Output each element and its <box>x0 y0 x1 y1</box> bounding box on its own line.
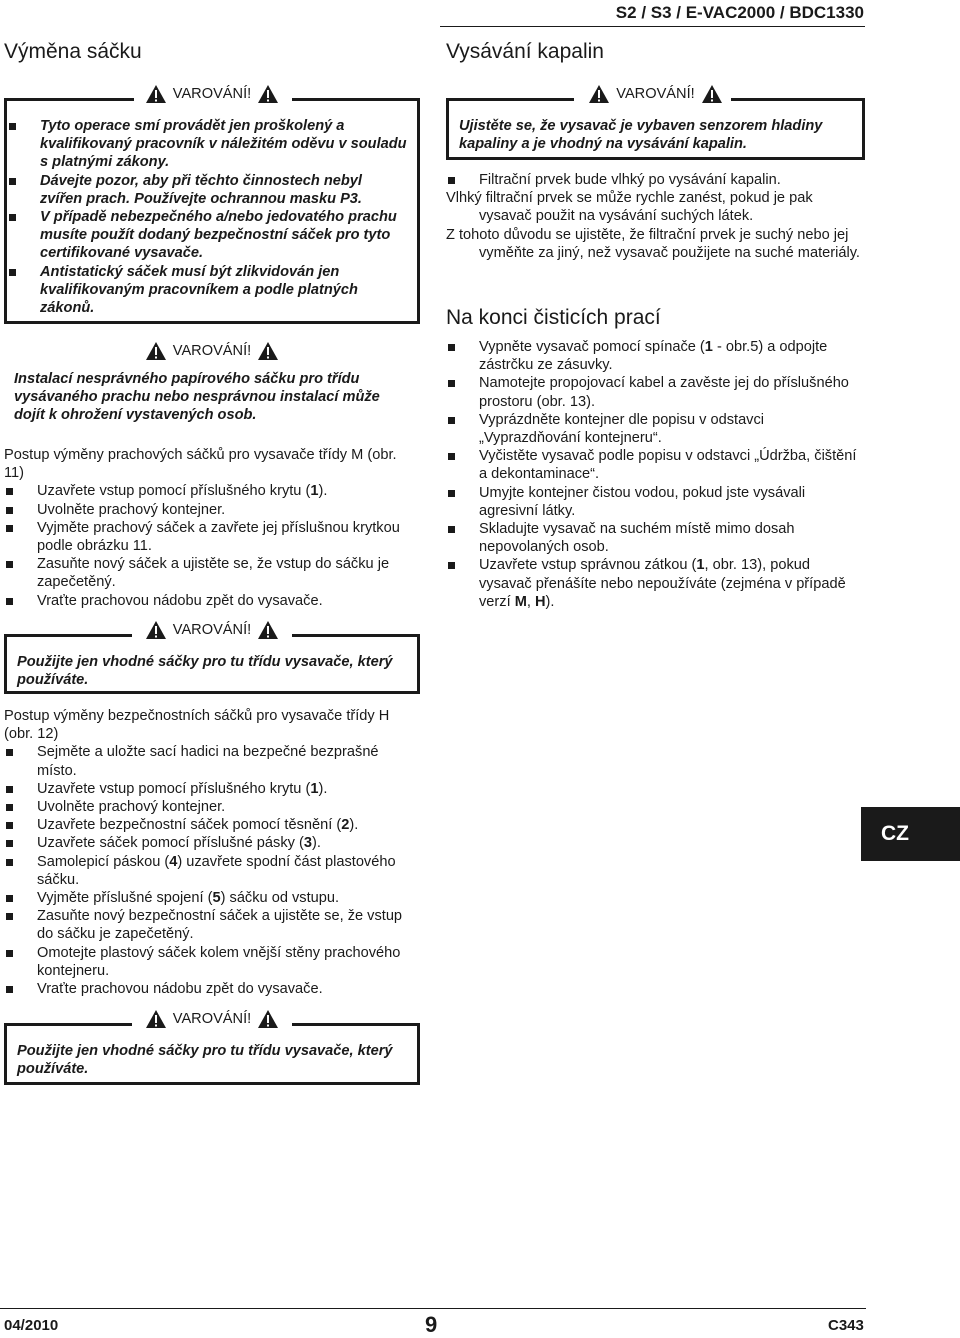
list-item: Vyčistěte vysavač podle popisu v odstavci „Údržba, čištění a dekontaminace“. <box>446 447 866 483</box>
paragraph: Z tohoto důvodu se ujistěte, že filtrační prvek je suchý nebo jej vyměňte za jiný, než vysavač použijete na suché materiály. <box>446 226 860 261</box>
list-item: Sejměte a uložte sací hadici na bezpečné bezprašné místo. <box>4 743 420 779</box>
list-item: Vraťte prachovou nádobu zpět do vysavače. <box>4 592 420 610</box>
list-item: Samolepicí páskou (4) uzavřete spodní část plastového sáčku. <box>4 853 420 889</box>
end-of-work-steps <box>446 338 866 611</box>
warning-box-1 <box>4 86 420 324</box>
document-header-title: S2 / S3 / E-VAC2000 / BDC1330 <box>615 3 864 22</box>
warning-text: Použijte jen vhodné sáčky pro tu třídu vysavače, který používáte. <box>17 1043 393 1078</box>
section-heading-liquids: Vysávání kapalin <box>446 40 604 63</box>
warning-text: Instalací nesprávného papírového sáčku pro třídu vysávaného prachu nebo nesprávnou instalací může dojít k ohrožení vystavených osob. <box>14 371 380 424</box>
warning-header <box>7 620 417 640</box>
warning-box-3 <box>4 622 420 694</box>
warning-header <box>4 341 420 361</box>
list-item: Uzavřete vstup pomocí příslušného krytu (1). <box>4 482 420 500</box>
warning-label: VAROVÁNÍ! <box>172 622 252 638</box>
list-item: Uzavřete sáček pomocí příslušné pásky (3). <box>4 834 420 852</box>
header-rule <box>440 26 865 27</box>
warning-label: VAROVÁNÍ! <box>172 1011 252 1027</box>
warning-text: Použijte jen vhodné sáčky pro tu třídu vysavače, který používáte. <box>17 654 393 689</box>
warning-triangle-icon <box>701 84 723 104</box>
warning-triangle-icon <box>145 620 167 640</box>
warning-triangle-icon <box>257 620 279 640</box>
list-item: Dávejte pozor, aby při těchto činnostech nebyl zvířen prach. Používejte ochrannou masku P3. <box>7 172 407 208</box>
warning-box-4 <box>4 1011 420 1085</box>
list-item: Zasuňte nový sáček a ujistěte se, že vstup do sáčku je zapečetěný. <box>4 555 420 591</box>
procedure-steps <box>4 743 420 998</box>
procedure-h <box>4 707 420 998</box>
list-item: Zasuňte nový bezpečnostní sáček a ujistěte se, že vstup do sáčku je zapečetěný. <box>4 907 420 943</box>
section-heading-end-of-work: Na konci čisticích prací <box>446 306 661 329</box>
warning-header <box>7 1009 417 1029</box>
warning-triangle-icon <box>257 341 279 361</box>
warning-label: VAROVÁNÍ! <box>616 86 695 102</box>
warning-triangle-icon <box>588 84 610 104</box>
warning-header <box>7 84 417 104</box>
procedure-title: Postup výměny bezpečnostních sáčků pro vysavače třídy H (obr. 12) <box>4 708 390 743</box>
warning-list <box>7 117 407 317</box>
procedure-steps <box>4 482 420 609</box>
language-tab: CZ <box>861 807 960 861</box>
list-item: Antistatický sáček musí být zlikvidován jen kvalifikovaným pracovníkem a podle platných zákonů. <box>7 263 407 318</box>
warning-label: VAROVÁNÍ! <box>172 343 252 359</box>
warning-triangle-icon <box>145 1009 167 1029</box>
list-item: Uzavřete vstup pomocí příslušného krytu (1). <box>4 780 420 798</box>
list-item: Vypněte vysavač pomocí spínače (1 - obr.5) a odpojte zástrčku ze zásuvky. <box>446 338 866 374</box>
section-heading-bag-replacement: Výměna sáčku <box>4 40 142 63</box>
list-item: V případě nebezpečného a/nebo jedovatého prachu musíte použít dodaný bezpečnostní sáček pro tyto certifikované vysavače. <box>7 208 407 263</box>
list-item: Vyjměte příslušné spojení (5) sáčku od vstupu. <box>4 889 420 907</box>
document-code: C343 <box>828 1317 864 1334</box>
warning-triangle-icon <box>145 84 167 104</box>
list-item: Umyjte kontejner čistou vodou, pokud jste vysávali agresivní látky. <box>446 484 866 520</box>
list-item: Filtrační prvek bude vlhký po vysávání kapalin. <box>446 171 866 189</box>
procedure-m <box>4 446 420 610</box>
footer-date: 04/2010 <box>4 1317 59 1334</box>
warning-box-liquids <box>446 86 865 160</box>
warning-triangle-icon <box>145 341 167 361</box>
list-item: Uzavřete vstup správnou zátkou (1, obr. 13), pokud vysavač přenášíte nebo nepoužíváte (zejména v případě verzí M, H). <box>446 556 866 611</box>
list-item: Uvolněte prachový kontejner. <box>4 501 420 519</box>
list-item: Skladujte vysavač na suchém místě mimo dosah nepovolaných osob. <box>446 520 866 556</box>
liquids-notes <box>446 171 866 262</box>
list-item: Tyto operace smí provádět jen proškolený a kvalifikovaný pracovník v náležitém oděvu v souladu s platnými zákony. <box>7 117 407 172</box>
list-item: Uzavřete bezpečnostní sáček pomocí těsnění (2). <box>4 816 420 834</box>
list-item: Vyjměte prachový sáček a zavřete jej příslušnou krytkou podle obrázku 11. <box>4 519 420 555</box>
procedure-title: Postup výměny prachových sáčků pro vysavače třídy M (obr. 11) <box>4 447 397 482</box>
list-item: Omotejte plastový sáček kolem vnější stěny prachového kontejneru. <box>4 944 420 980</box>
paragraph: Vlhký filtrační prvek se může rychle zanést, pokud je pak vysavač použit na vysávání suchých látek. <box>446 190 813 225</box>
warning-text: Ujistěte se, že vysavač je vybaven senzorem hladiny kapaliny a je vhodný na vysávání kapalin. <box>459 118 823 153</box>
list-item: Uvolněte prachový kontejner. <box>4 798 420 816</box>
list-item: Vraťte prachovou nádobu zpět do vysavače. <box>4 980 420 998</box>
page-number: 9 <box>425 1312 438 1337</box>
warning-triangle-icon <box>257 1009 279 1029</box>
list-item: Vyprázdněte kontejner dle popisu v odstavci „Vyprazdňování kontejneru“. <box>446 411 866 447</box>
warning-block-2 <box>4 341 420 425</box>
footer-rule <box>0 1308 866 1309</box>
list-item: Namotejte propojovací kabel a zavěste jej do příslušného prostoru (obr. 13). <box>446 374 866 410</box>
warning-triangle-icon <box>257 84 279 104</box>
warning-label: VAROVÁNÍ! <box>172 86 252 102</box>
warning-header <box>449 84 862 104</box>
